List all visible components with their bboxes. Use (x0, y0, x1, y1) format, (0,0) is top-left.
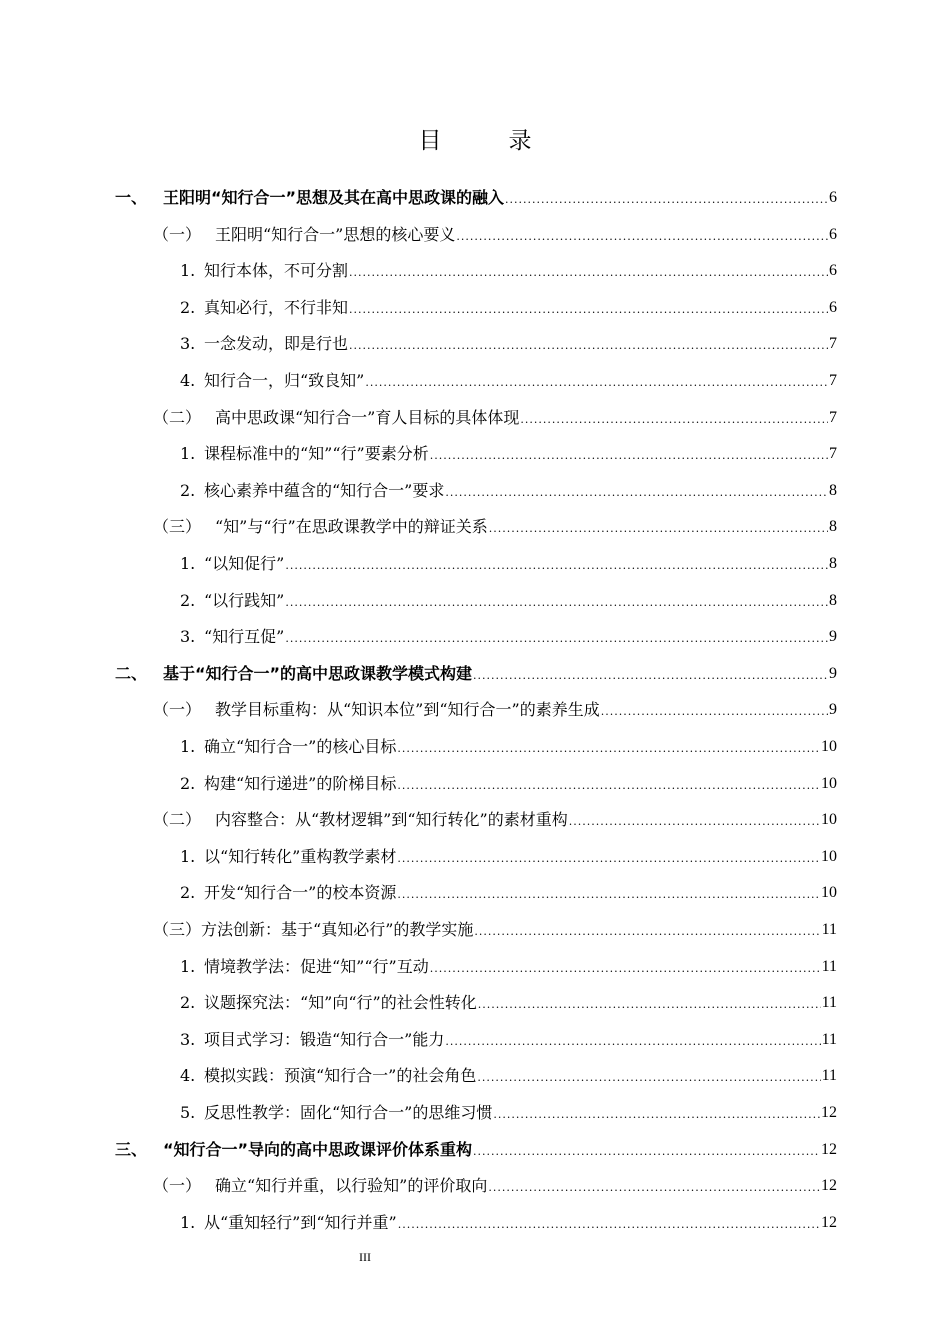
toc-entry-page-number: 7 (829, 408, 837, 426)
toc-dot-leader (285, 627, 828, 647)
toc-entry-number: 1. (180, 737, 196, 756)
toc-entry-number: 3. (180, 627, 196, 647)
toc-dot-leader (601, 700, 828, 720)
toc-dot-leader (474, 920, 820, 940)
toc-dot-leader (520, 408, 828, 428)
toc-dot-leader (456, 225, 828, 245)
toc-entry-number: 1. (180, 846, 196, 866)
toc-entry-level2[interactable] (153, 794, 837, 830)
toc-dot-leader (397, 847, 820, 867)
toc-dot-leader (285, 591, 828, 611)
toc-entry-page-number: 11 (821, 957, 837, 975)
toc-entry-page-number: 7 (829, 335, 837, 353)
toc-entry-number: （三） (153, 517, 202, 537)
toc-entry-page-number: 12 (821, 1104, 837, 1121)
toc-entry-page-number: 9 (829, 664, 837, 682)
toc-entry-title: 高中思政课“知行合一”育人目标的具体体现 (215, 407, 520, 427)
toc-entry-title: 确立“知行合一”的核心目标 (204, 737, 397, 756)
toc-entry-title: 核心素养中蕴含的“知行合一”要求 (204, 480, 445, 500)
toc-entry-number: 2. (180, 297, 196, 317)
toc-entry-page-number: 6 (829, 298, 837, 316)
toc-entry-title: “知行合一”导向的高中思政课评价体系重构 (163, 1139, 473, 1159)
toc-entry-title: “以知促行” (204, 554, 285, 573)
toc-entry-level3[interactable] (180, 282, 837, 318)
toc-entry-number: （三） (153, 920, 202, 939)
toc-dot-leader (489, 517, 828, 537)
toc-entry-title: 知行合一，归“致良知” (204, 371, 365, 390)
toc-dot-leader (569, 810, 820, 830)
toc-entry-level3[interactable] (180, 1014, 837, 1050)
toc-entry-number: 1. (180, 554, 196, 573)
toc-entry-page-number: 8 (829, 555, 837, 572)
toc-entry-level1[interactable] (115, 172, 837, 208)
toc-entry-page-number: 6 (829, 225, 837, 243)
toc-dot-leader (397, 737, 820, 757)
toc-entry-page-number: 9 (829, 628, 837, 646)
toc-dot-leader (430, 957, 821, 977)
toc-entry-level3[interactable] (180, 465, 837, 501)
toc-entry-page-number: 10 (821, 774, 837, 792)
toc-dot-leader (445, 1030, 820, 1050)
toc-entry-page-number: 10 (821, 811, 837, 829)
toc-dot-leader (397, 774, 820, 794)
toc-entry-level2[interactable] (153, 1160, 837, 1196)
toc-entry-title: 项目式学习：锻造“知行合一”能力 (204, 1029, 445, 1049)
toc-entry-page-number: 10 (821, 884, 837, 902)
toc-entry-number: 一、 (115, 188, 148, 207)
toc-entry-level3[interactable] (180, 245, 837, 281)
toc-entry-number: （一） (153, 224, 202, 244)
toc-entry-level3[interactable] (180, 355, 837, 391)
toc-entry-title: 知行本体，不可分割 (204, 261, 349, 281)
toc-entry-title: 方法创新：基于“真知必行”的教学实施 (201, 920, 474, 939)
toc-entry-page-number: 12 (821, 1140, 837, 1158)
toc-entry-page-number: 11 (821, 921, 837, 938)
toc-entry-level3[interactable] (180, 318, 837, 354)
toc-entry-level3[interactable] (180, 977, 837, 1013)
toc-entry-title: 王阳明“知行合一”思想及其在高中思政课的融入 (163, 188, 505, 207)
toc-entry-title: 王阳明“知行合一”思想的核心要义 (215, 224, 456, 244)
toc-dot-leader (349, 261, 828, 281)
toc-entry-level3[interactable] (180, 867, 837, 903)
toc-entry-title: 内容整合：从“教材逻辑”到“知行转化”的素材重构 (215, 810, 568, 830)
toc-entry-level2[interactable] (153, 209, 837, 245)
toc-dot-leader (397, 883, 820, 903)
toc-entry-page-number: 11 (821, 994, 837, 1012)
toc-entry-number: 1. (180, 1212, 196, 1232)
toc-entry-page-number: 6 (829, 189, 837, 206)
toc-dot-leader (349, 298, 828, 318)
toc-entry-page-number: 6 (829, 262, 837, 280)
toc-entry-number: 2. (180, 773, 196, 793)
toc-entry-number: 4. (180, 371, 196, 390)
toc-entry-number: 1. (180, 261, 196, 281)
toc-dot-leader (349, 334, 828, 354)
toc-entry-level2[interactable] (153, 904, 837, 940)
toc-entry-number: 三、 (115, 1139, 148, 1159)
toc-entry-title: 模拟实践：预演“知行合一”的社会角色 (204, 1066, 477, 1086)
toc-entry-page-number: 11 (821, 1067, 837, 1085)
toc-dot-leader (430, 444, 828, 464)
toc-entry-page-number: 12 (821, 1177, 837, 1195)
toc-entry-level3[interactable] (180, 1087, 837, 1123)
toc-entry-title: 真知必行，不行非知 (204, 297, 349, 317)
toc-entry-level1[interactable] (115, 648, 837, 684)
toc-entry-page-number: 9 (829, 701, 837, 719)
toc-entry-number: 2. (180, 883, 196, 903)
toc-entry-number: 3. (180, 1029, 196, 1049)
toc-dot-leader (473, 664, 828, 684)
toc-entry-level3[interactable] (180, 575, 837, 611)
toc-dot-leader (285, 554, 828, 574)
toc-entry-number: （二） (153, 407, 202, 427)
toc-entry-title: 教学目标重构：从“知识本位”到“知行合一”的素养生成 (215, 700, 600, 720)
toc-dot-leader (478, 993, 821, 1013)
toc-entry-page-number: 11 (821, 1030, 837, 1048)
toc-entry-title: 一念发动，即是行也 (204, 334, 349, 354)
toc-entry-number: 2. (180, 480, 196, 500)
toc-entry-number: （一） (153, 1176, 202, 1196)
toc-entry-level2[interactable] (153, 392, 837, 428)
toc-entry-number: 1. (180, 956, 196, 976)
toc-entry-title: 基于“知行合一”的高中思政课教学模式构建 (163, 663, 473, 683)
toc-entry-level3[interactable] (180, 1197, 837, 1233)
toc-entry-title: 构建“知行递进”的阶梯目标 (204, 773, 397, 793)
toc-dot-leader (505, 188, 828, 208)
toc-entry-title: 确立“知行并重，以行验知”的评价取向 (215, 1176, 488, 1196)
toc-dot-leader (493, 1103, 820, 1123)
toc-entry-title: 情境教学法：促进“知”“行”互动 (204, 956, 429, 976)
toc-entry-page-number: 10 (821, 847, 837, 865)
page-footer-number: III (359, 1250, 371, 1264)
toc-entry-title: 从“重知轻行”到“知行并重” (204, 1212, 397, 1232)
toc-entry-title: “以行践知” (204, 590, 285, 610)
toc-entry-level3[interactable] (180, 831, 837, 867)
toc-entry-level1[interactable] (115, 1124, 837, 1160)
toc-entry-level2[interactable] (153, 501, 837, 537)
toc-entry-title: 以“知行转化”重构教学素材 (204, 846, 397, 866)
toc-entry-level3[interactable] (180, 611, 837, 647)
toc-entry-page-number: 7 (829, 372, 837, 389)
toc-entry-title: 议题探究法：“知”向“行”的社会性转化 (204, 993, 477, 1013)
toc-entry-number: 2. (180, 590, 196, 610)
toc-entry-page-number: 8 (829, 518, 837, 536)
toc-entry-page-number: 8 (829, 481, 837, 499)
toc-entry-title: 反思性教学：固化“知行合一”的思维习惯 (204, 1103, 493, 1122)
toc-entry-number: 5. (180, 1103, 196, 1122)
toc-entry-level3[interactable] (180, 941, 837, 977)
toc-entry-level3[interactable] (180, 428, 837, 464)
toc-entry-page-number: 8 (829, 591, 837, 609)
toc-dot-leader (488, 1176, 820, 1196)
toc-title: 目 录 (418, 128, 554, 154)
toc-entry-page-number: 7 (829, 445, 837, 463)
toc-entry-level3[interactable] (180, 758, 837, 794)
toc-dot-leader (365, 371, 828, 391)
toc-dot-leader (477, 1066, 820, 1086)
toc-entry-number: 二、 (115, 663, 148, 683)
toc-entry-level3[interactable] (180, 1050, 837, 1086)
toc-dot-leader (398, 1213, 820, 1233)
toc-entry-number: （二） (153, 810, 202, 830)
toc-entry-level2[interactable] (153, 684, 837, 720)
toc-entry-level3[interactable] (180, 538, 837, 574)
toc-entry-number: 1. (180, 444, 196, 464)
toc-entry-number: 3. (180, 334, 196, 354)
toc-entry-number: 2. (180, 993, 196, 1013)
toc-dot-leader (445, 481, 828, 501)
toc-entry-number: 4. (180, 1066, 196, 1086)
toc-entry-title: “知行互促” (204, 627, 285, 647)
toc-entry-title: 课程标准中的“知”“行”要素分析 (204, 444, 429, 464)
toc-entry-title: 开发“知行合一”的校本资源 (204, 883, 397, 903)
toc-dot-leader (473, 1140, 820, 1160)
toc-entry-page-number: 10 (821, 738, 837, 755)
toc-entry-title: “知”与“行”在思政课教学中的辩证关系 (215, 517, 488, 537)
toc-entry-page-number: 12 (821, 1213, 837, 1231)
toc-entry-level3[interactable] (180, 721, 837, 757)
toc-entry-number: （一） (153, 700, 202, 720)
